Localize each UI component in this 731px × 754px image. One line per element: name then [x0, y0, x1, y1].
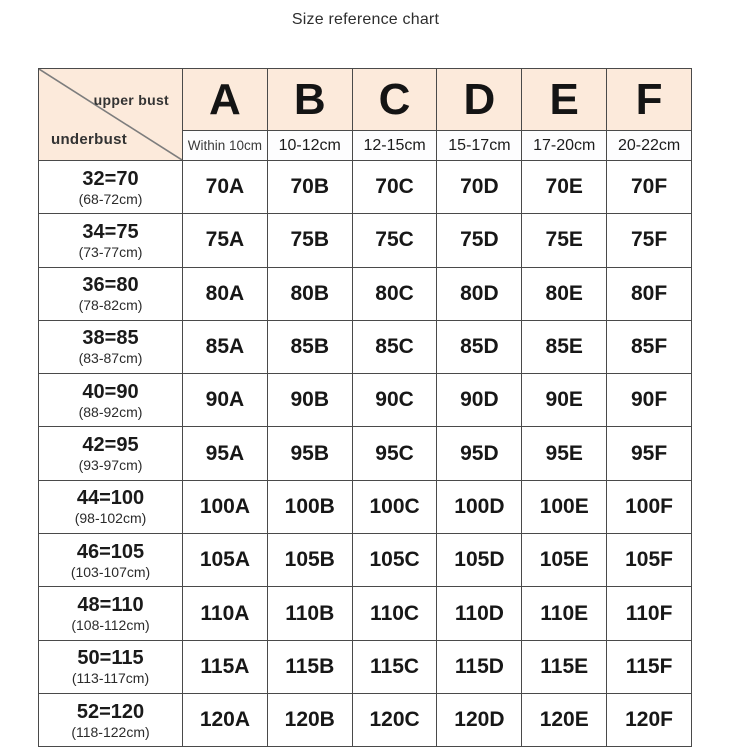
size-cell: 115B — [267, 640, 352, 693]
underbust-range: (98-102cm) — [74, 510, 147, 527]
underbust-size: 48=110 — [77, 593, 144, 616]
column-letter-F: F — [607, 69, 692, 131]
underbust-size-label — [39, 161, 183, 214]
underbust-range: (93-97cm) — [78, 457, 143, 474]
table-row — [39, 640, 692, 693]
size-cell: 75C — [352, 214, 437, 267]
size-cell: 70E — [522, 161, 607, 214]
table-row — [39, 480, 692, 533]
column-letter-D: D — [437, 69, 522, 131]
size-cell: 95E — [522, 427, 607, 480]
column-letter-C: C — [352, 69, 437, 131]
size-cell: 120B — [267, 693, 352, 746]
size-cell: 95A — [183, 427, 268, 480]
underbust-size: 32=70 — [82, 167, 139, 190]
size-cell: 90E — [522, 374, 607, 427]
size-cell: 85D — [437, 320, 522, 373]
size-cell: 105E — [522, 534, 607, 587]
size-cell: 75B — [267, 214, 352, 267]
table-header — [39, 69, 692, 161]
underbust-size: 36=80 — [82, 274, 139, 297]
size-cell: 105C — [352, 534, 437, 587]
corner-underbust-label: underbust — [51, 131, 128, 148]
size-cell: 100C — [352, 480, 437, 533]
underbust-range: (83-87cm) — [78, 350, 143, 367]
size-cell: 90A — [183, 374, 268, 427]
size-cell: 75D — [437, 214, 522, 267]
table-row — [39, 693, 692, 746]
table-row — [39, 427, 692, 480]
size-cell: 90D — [437, 374, 522, 427]
size-cell: 105A — [183, 534, 268, 587]
underbust-size-label — [39, 374, 183, 427]
underbust-range: (113-117cm) — [71, 670, 150, 687]
table-row — [39, 320, 692, 373]
corner-cell — [39, 69, 183, 161]
size-cell: 95B — [267, 427, 352, 480]
underbust-size: 50=115 — [77, 647, 144, 670]
column-letter-B: B — [267, 69, 352, 131]
underbust-range: (118-122cm) — [71, 723, 150, 740]
corner-upper-bust-label: upper bust — [93, 92, 169, 108]
size-cell: 80F — [607, 267, 692, 320]
size-cell: 75E — [522, 214, 607, 267]
size-cell: 110C — [352, 587, 437, 640]
underbust-size-label — [39, 427, 183, 480]
size-cell: 120D — [437, 693, 522, 746]
underbust-range: (78-82cm) — [78, 297, 143, 314]
underbust-range: (88-92cm) — [78, 403, 143, 420]
underbust-size-label — [39, 534, 183, 587]
size-cell: 100D — [437, 480, 522, 533]
size-cell: 75F — [607, 214, 692, 267]
cup-letters-row — [39, 69, 692, 131]
size-cell: 70A — [183, 161, 268, 214]
table-body — [39, 161, 692, 747]
column-range-C: 12-15cm — [352, 131, 437, 161]
size-cell: 110A — [183, 587, 268, 640]
underbust-size: 52=120 — [76, 700, 145, 723]
underbust-size-label — [39, 214, 183, 267]
underbust-size-label — [39, 693, 183, 746]
underbust-range: (73-77cm) — [78, 243, 143, 260]
size-cell: 70F — [607, 161, 692, 214]
size-cell: 120C — [352, 693, 437, 746]
size-cell: 80B — [267, 267, 352, 320]
underbust-range: (103-107cm) — [70, 563, 151, 580]
size-cell: 100B — [267, 480, 352, 533]
size-cell: 110B — [267, 587, 352, 640]
underbust-size: 38=85 — [82, 327, 139, 350]
size-cell: 110D — [437, 587, 522, 640]
size-cell: 85C — [352, 320, 437, 373]
size-cell: 110E — [522, 587, 607, 640]
size-cell: 120E — [522, 693, 607, 746]
underbust-size-label — [39, 480, 183, 533]
table-row — [39, 214, 692, 267]
size-cell: 70C — [352, 161, 437, 214]
size-cell: 105F — [607, 534, 692, 587]
size-cell: 80D — [437, 267, 522, 320]
table-row — [39, 587, 692, 640]
size-cell: 100E — [522, 480, 607, 533]
underbust-size: 34=75 — [82, 220, 139, 243]
size-cell: 105B — [267, 534, 352, 587]
size-cell: 85F — [607, 320, 692, 373]
underbust-size: 46=105 — [76, 540, 145, 563]
column-range-B: 10-12cm — [267, 131, 352, 161]
size-cell: 115D — [437, 640, 522, 693]
size-cell: 120F — [607, 693, 692, 746]
size-cell: 90F — [607, 374, 692, 427]
table-row — [39, 161, 692, 214]
size-cell: 95F — [607, 427, 692, 480]
page-title: Size reference chart — [291, 11, 440, 28]
size-cell: 80C — [352, 267, 437, 320]
underbust-size-label — [39, 640, 183, 693]
column-letter-E: E — [522, 69, 607, 131]
underbust-size-label — [39, 267, 183, 320]
size-cell: 90C — [352, 374, 437, 427]
size-cell: 100F — [607, 480, 692, 533]
size-cell: 75A — [183, 214, 268, 267]
size-cell: 110F — [607, 587, 692, 640]
size-cell: 90B — [267, 374, 352, 427]
underbust-size: 44=100 — [76, 487, 145, 510]
size-cell: 95C — [352, 427, 437, 480]
underbust-size: 40=90 — [82, 380, 139, 403]
column-range-A: Within 10cm — [183, 131, 268, 161]
table-row — [39, 374, 692, 427]
size-cell: 70D — [437, 161, 522, 214]
column-range-E: 17-20cm — [522, 131, 607, 161]
underbust-range: (108-112cm) — [71, 616, 150, 633]
size-cell: 95D — [437, 427, 522, 480]
size-cell: 85B — [267, 320, 352, 373]
underbust-range: (68-72cm) — [78, 190, 143, 207]
column-letter-A: A — [183, 69, 268, 131]
underbust-size-label — [39, 320, 183, 373]
table-row — [39, 267, 692, 320]
size-cell: 70B — [267, 161, 352, 214]
size-cell: 115F — [607, 640, 692, 693]
size-cell: 85A — [183, 320, 268, 373]
underbust-size-label — [39, 587, 183, 640]
size-cell: 105D — [437, 534, 522, 587]
size-cell: 80E — [522, 267, 607, 320]
table-row — [39, 534, 692, 587]
column-range-D: 15-17cm — [437, 131, 522, 161]
size-cell: 115E — [522, 640, 607, 693]
underbust-size: 42=95 — [82, 434, 139, 457]
size-cell: 85E — [522, 320, 607, 373]
size-reference-table — [38, 68, 692, 747]
size-cell: 120A — [183, 693, 268, 746]
size-cell: 80A — [183, 267, 268, 320]
size-cell: 100A — [183, 480, 268, 533]
size-cell: 115A — [183, 640, 268, 693]
column-range-F: 20-22cm — [607, 131, 692, 161]
size-cell: 115C — [352, 640, 437, 693]
